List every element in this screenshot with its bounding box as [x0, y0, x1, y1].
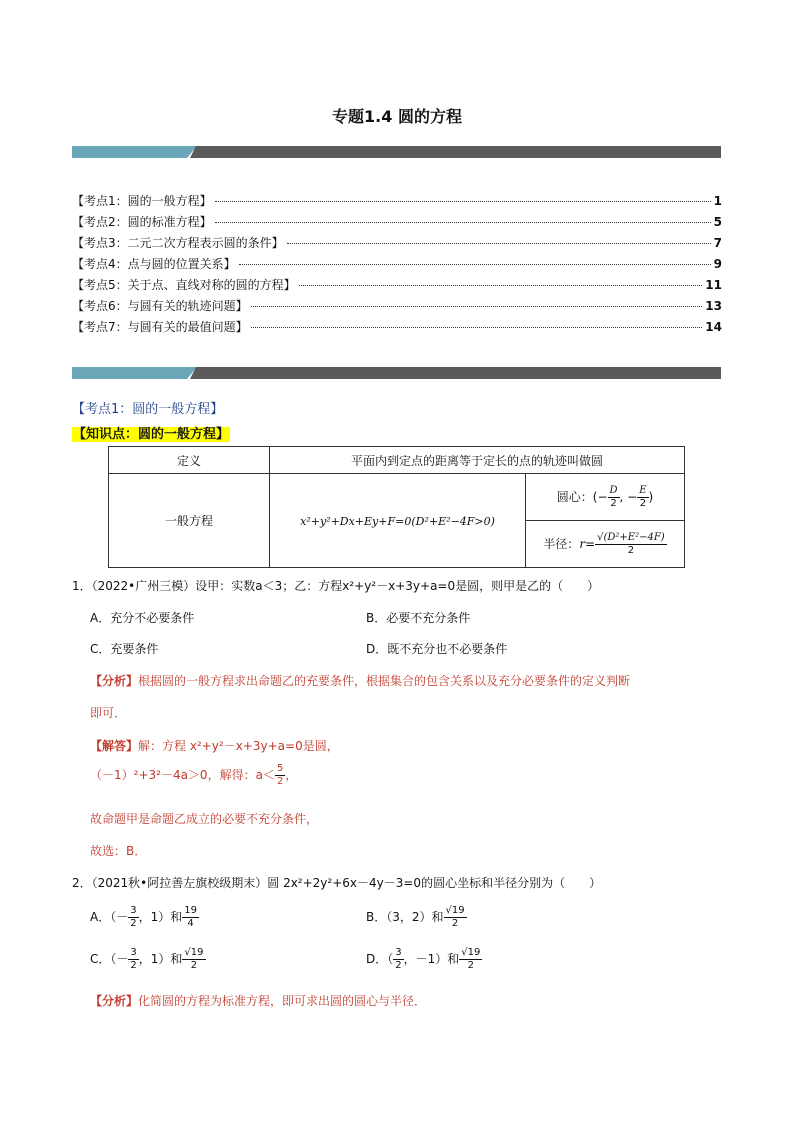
toc-item[interactable]: 【考点5：关于点、直线对称的圆的方程】 11	[72, 278, 722, 292]
q2-analysis: 【分析】化简圆的方程为标准方程，即可求出圆的圆心与半径．	[90, 994, 427, 1008]
center-cell: 圆心：(− $\frac{D}{2}$ , − $\frac{E}{2}$ )	[526, 474, 685, 521]
toc-item[interactable]: 【考点6：与圆有关的轨迹问题】 13	[72, 299, 722, 313]
q1-solution-step: （－1）²+3²－4a＞0，解得：a＜ $\frac{5}{2}$ ，	[90, 763, 298, 787]
q2-stem: 2．（2021秋•阿拉善左旗校级期末）圆 2x²+2y²+6x－4y－3=0的圆心坐标和半径分别为（ ）	[72, 876, 602, 890]
q2-option-d[interactable]: D．（ $\frac{3}{2}$ ，－1）和 $\frac{√19}{2}$	[366, 947, 481, 971]
q2-option-c[interactable]: C．（－ $\frac{3}{2}$ ，1）和 $\frac{√19}{2}$	[90, 947, 204, 971]
section-heading: 【考点1：圆的一般方程】	[72, 402, 224, 417]
q1-option-b[interactable]: B．必要不充分条件	[366, 611, 471, 625]
eq-label: 一般方程	[109, 474, 270, 568]
toc-item[interactable]: 【考点1：圆的一般方程】 1	[72, 194, 722, 208]
section-divider	[72, 367, 721, 379]
table-of-contents	[72, 192, 722, 339]
page-title: 专题1.4 圆的方程	[332, 107, 462, 126]
q2-option-a[interactable]: A．（－ $\frac{3}{2}$ ，1）和 $\frac{19}{4}$	[90, 905, 197, 929]
toc-item[interactable]: 【考点2：圆的标准方程】 5	[72, 215, 722, 229]
q1-answer: 故选：B．	[90, 844, 147, 858]
q1-option-c[interactable]: C．充要条件	[90, 642, 159, 656]
toc-item[interactable]: 【考点3：二元二次方程表示圆的条件】 7	[72, 236, 722, 250]
q2-option-b[interactable]: B．（3，2）和 $\frac{√19}{2}$	[366, 905, 465, 929]
title-divider	[72, 146, 721, 158]
def-text: 平面内到定点的距离等于定长的点的轨迹叫做圆	[270, 447, 685, 474]
knowledge-label: 【知识点：圆的一般方程】	[73, 427, 230, 442]
toc-item[interactable]: 【考点4：点与圆的位置关系】 9	[72, 257, 722, 271]
q1-analysis-cont: 即可．	[90, 706, 127, 720]
q1-option-d[interactable]: D．既不充分也不必要条件	[366, 642, 508, 656]
q1-conclusion: 故命题甲是命题乙成立的必要不充分条件，	[90, 812, 319, 826]
q1-analysis: 【分析】根据圆的一般方程求出命题乙的充要条件，根据集合的包含关系以及充分必要条件的定义判断	[90, 674, 631, 688]
q1-solution: 【解答】解：方程 x²+y²－x+3y+a=0是圆，	[90, 739, 339, 753]
q1-option-a[interactable]: A．充分不必要条件	[90, 611, 195, 625]
knowledge-table	[108, 446, 685, 568]
def-label: 定义	[109, 447, 270, 474]
eq-text: x²+y²+Dx+Ey+F=0(D²+E²−4F>0)	[270, 474, 526, 568]
radius-cell: 半径：r= $\frac{\text{√(D²+E²−4F)}}{2}$	[526, 521, 685, 568]
q1-stem: 1．（2022•广州三模）设甲：实数a＜3；乙：方程x²+y²－x+3y+a=0是圆，则甲是乙的（ ）	[72, 579, 600, 593]
toc-item[interactable]: 【考点7：与圆有关的最值问题】 14	[72, 320, 722, 334]
